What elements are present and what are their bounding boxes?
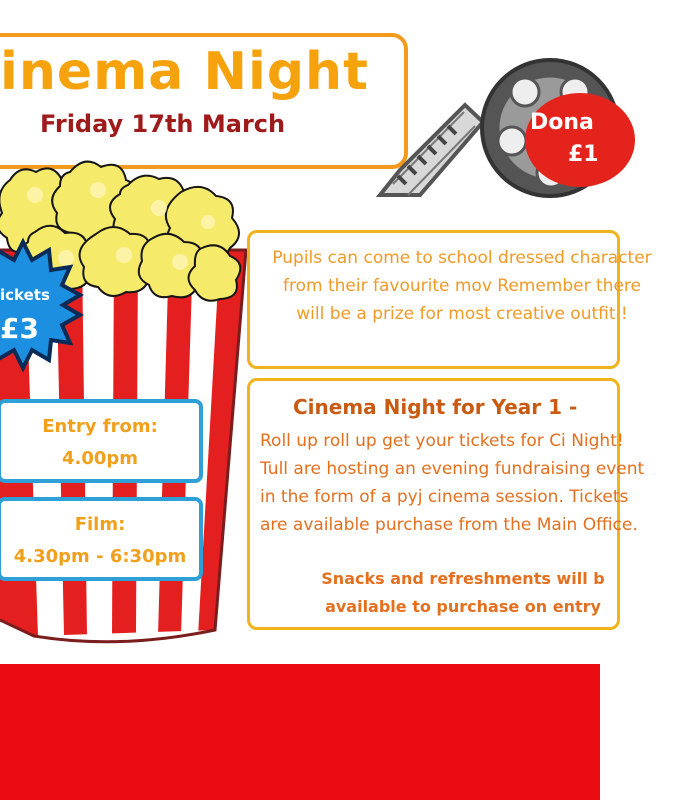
- donation-line-1: Dona: [530, 110, 594, 135]
- poster-title: inema Night: [0, 42, 369, 102]
- tickets-price: £3: [0, 312, 39, 345]
- film-value: 4.30pm - 6:30pm: [13, 546, 187, 567]
- ticket-burst-icon: [0, 242, 86, 368]
- event-details-card: [247, 378, 645, 630]
- film-strip: [380, 105, 483, 195]
- film-time-box: [0, 497, 203, 581]
- snacks-note: Snacks and refreshments will b available to purchase on entry: [321, 569, 605, 616]
- entry-time-box: [0, 399, 203, 483]
- donation-line-2: £1: [568, 142, 599, 167]
- event-date: Friday 17th March: [40, 110, 286, 138]
- film-label: Film:: [74, 514, 126, 535]
- donation-badge: [525, 93, 635, 187]
- entry-value: 4.00pm: [61, 448, 139, 469]
- entry-label: Entry from:: [42, 416, 158, 437]
- event-details-body: Roll up roll up get your tickets for Ci Night! Tull are hosting an evening fundraising event in the form of a pyj cinema session. Tickets are available purchase from the Main Office.: [260, 431, 645, 535]
- red-footer-band: [0, 664, 600, 800]
- tickets-label: ickets: [0, 286, 50, 304]
- dress-up-text: Pupils can come to school dressed character from their favourite mov Remember there will be a prize for most creative outfit !: [272, 248, 652, 324]
- event-details-title: Cinema Night for Year 1 -: [293, 395, 578, 419]
- dress-up-info-card: [247, 230, 652, 369]
